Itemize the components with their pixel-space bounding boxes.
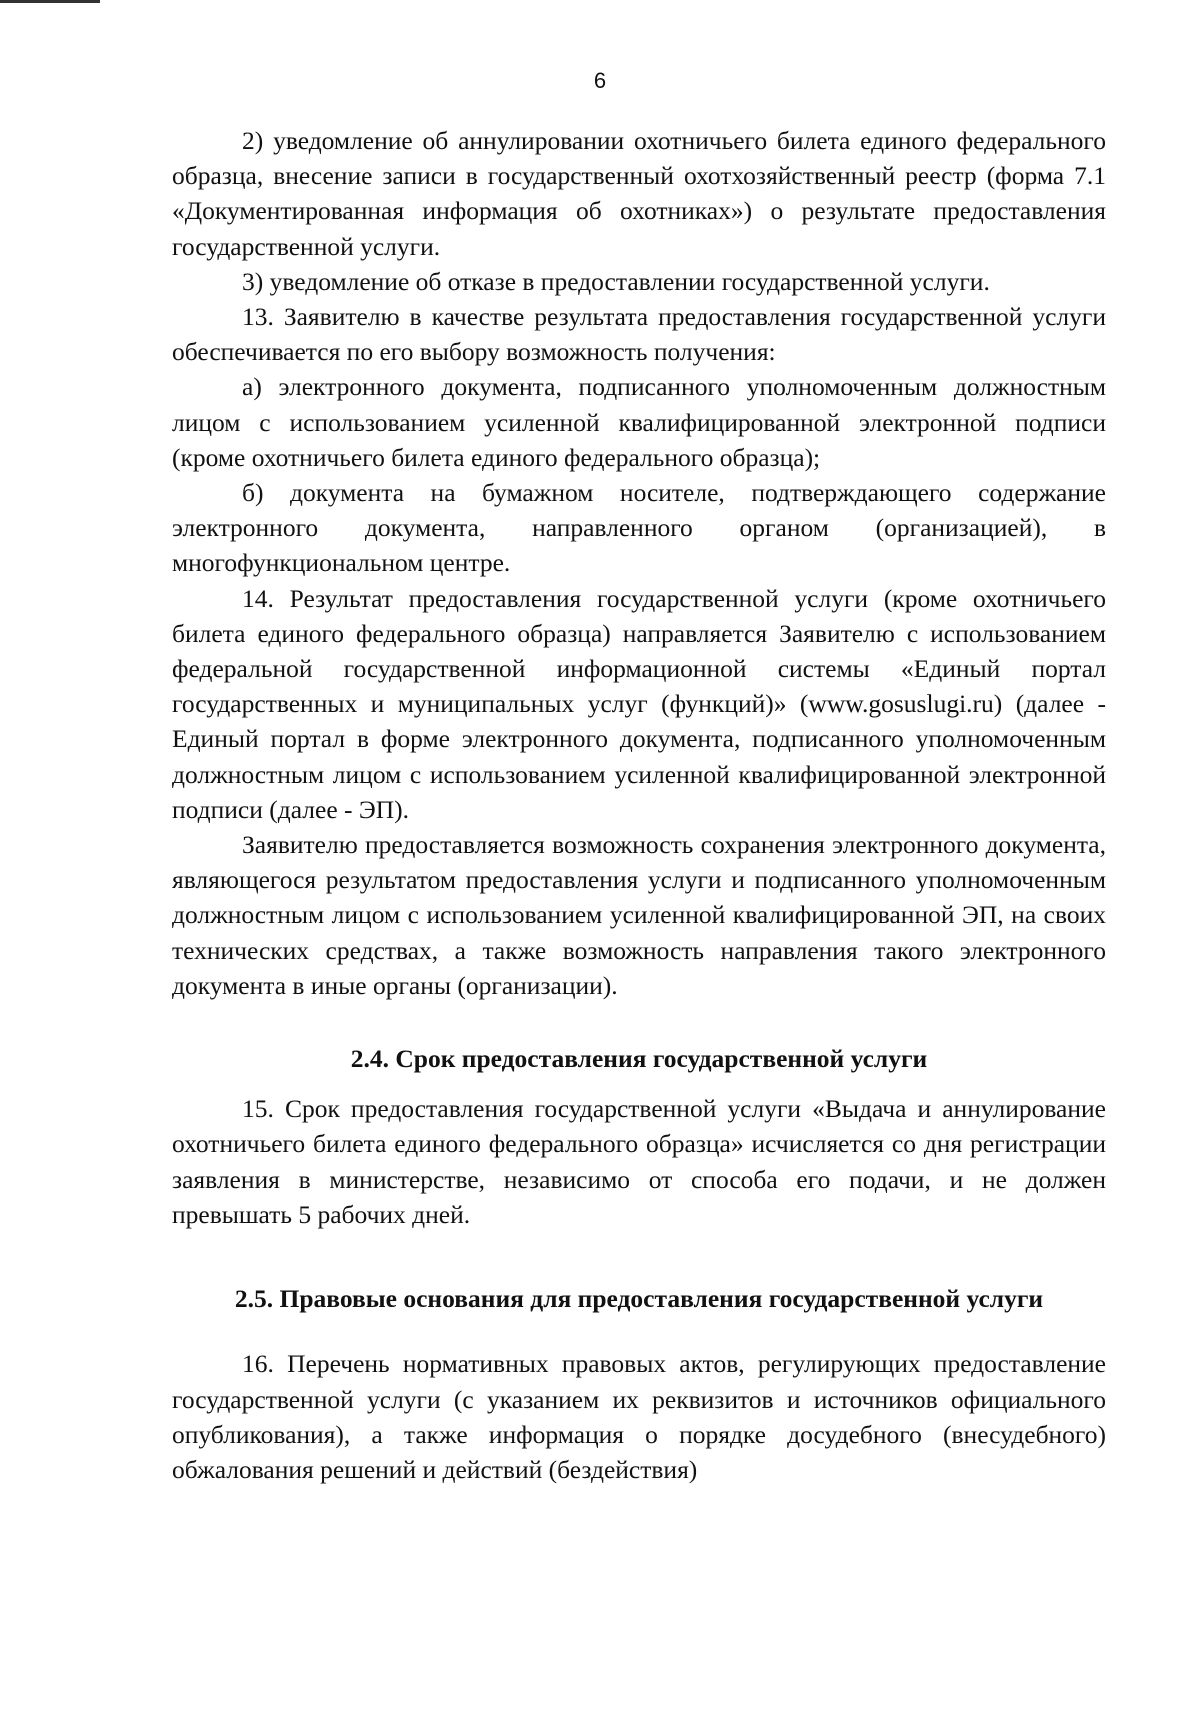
paragraph-item-2-notification: 2) уведомление об аннулировании охотничьего билета единого федерального образца, внесение записи в государственный охотхозяйственный реестр (форма 7.1 «Документированная информация об охотниках») о результате предоставления государственной услуги. bbox=[172, 126, 1106, 261]
paragraph-13-a: а) электронного документа, подписанного уполномоченным должностным лицом с использованием усиленной квалифицированной электронной подписи (кроме охотничьего билета единого федерального образца); bbox=[172, 372, 1106, 472]
paragraph-15: 15. Срок предоставления государственной услуги «Выдача и аннулирование охотничьего билета единого федерального образца» исчисляется со дня регистрации заявления в министерстве, независимо от способа его подачи, и не должен превышать 5 рабочих дней. bbox=[172, 1094, 1106, 1229]
paragraph-16: 16. Перечень нормативных правовых актов, регулирующих предоставление государственной услуги (с указанием их реквизитов и источников официального опубликования), а также информация о порядке досудебного (внесудебного) обжалования решений и действий (бездействия) bbox=[172, 1349, 1106, 1484]
document-body bbox=[172, 123, 1106, 1487]
section-heading-2-5: 2.5. Правовые основания для предоставления государственной услуги bbox=[234, 1284, 1044, 1314]
page-number: 6 bbox=[593, 68, 607, 93]
paragraph-13-b: б) документа на бумажном носителе, подтверждающего содержание электронного документа, направленного органом (организацией), в многофункциональном центре. bbox=[172, 478, 1106, 578]
paragraph-item-3-refusal: 3) уведомление об отказе в предоставлении государственной услуги. bbox=[242, 266, 990, 296]
section-heading-2-4: 2.4. Срок предоставления государственной услуги bbox=[350, 1044, 928, 1074]
paragraph-14: 14. Результат предоставления государственной услуги (кроме охотничьего билета единого федерального образца) направляется Заявителю с использованием федеральной государственной информационной системы «Единый портал государственных и муниципальных услуг (функций)» (www.gosuslugi.ru) (далее - Единый портал в форме электронного документа, подписанного уполномоченным должностным лицом с использованием усиленной квалифицированной электронной подписи (далее - ЭП). bbox=[172, 583, 1106, 824]
scan-edge-mark bbox=[0, 0, 100, 3]
paragraph-14-saving: Заявителю предоставляется возможность сохранения электронного документа, являющегося результатом предоставления услуги и подписанного уполномоченным должностным лицом с использованием усиленной квалифицированной ЭП, на своих технических средствах, а также возможность направления такого электронного документа в иные органы (организации). bbox=[172, 830, 1106, 1000]
paragraph-13: 13. Заявителю в качестве результата предоставления государственной услуги обеспечивается по его выбору возможность получения: bbox=[172, 302, 1106, 367]
